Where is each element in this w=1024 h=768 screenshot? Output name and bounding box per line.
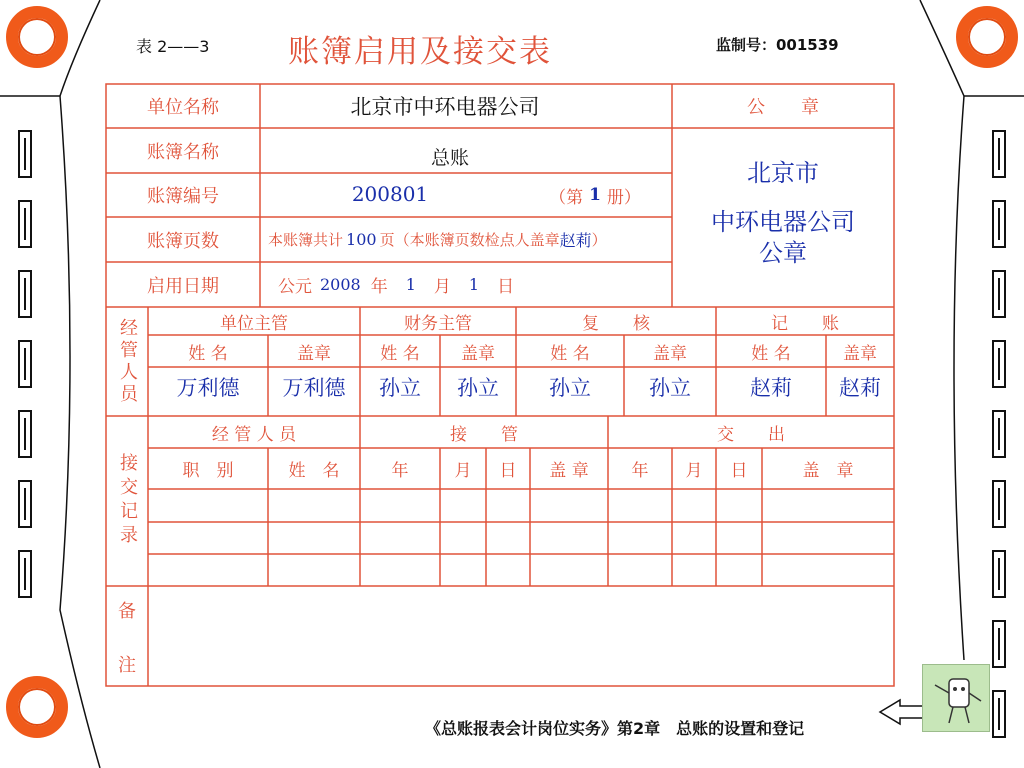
pages-mid: 页（本账簿页数检点人盖章: [379, 231, 560, 249]
book-name-value[interactable]: 总账: [430, 146, 469, 169]
seal-line-2: 中环电器公司: [711, 207, 855, 236]
sub-seal: 盖章: [461, 343, 495, 364]
seal-line-3: 公章: [759, 238, 807, 267]
role-reviewer: 复 核: [582, 313, 650, 334]
date-era: 公元: [278, 277, 312, 297]
unit-name-value[interactable]: 北京市中环电器公司: [350, 95, 540, 119]
date-field: [270, 262, 550, 307]
sub-name: 姓 名: [380, 343, 420, 364]
col-receive-month: 月: [454, 461, 472, 481]
label-seal: 公 章: [747, 97, 819, 118]
manager-seal-cell[interactable]: 赵莉: [839, 376, 881, 400]
col-position: 职 别: [182, 461, 234, 481]
col-transfer-day: 日: [730, 461, 748, 481]
label-book-name: 账簿名称: [147, 141, 219, 163]
volume-value[interactable]: 1: [589, 185, 601, 205]
date-year-label: 年: [370, 277, 388, 297]
pages-field: [262, 217, 672, 262]
label-start-date: 启用日期: [147, 275, 219, 297]
volume-suffix: 册）: [606, 187, 641, 208]
manager-name-cell[interactable]: 孙立: [549, 376, 591, 400]
pages-prefix: 本账簿共计: [268, 231, 344, 249]
label-remarks-1: 备: [118, 601, 136, 622]
date-day-label: 日: [497, 277, 515, 297]
col-receive-seal: 盖 章: [549, 461, 589, 481]
col-transfer-seal: 盖 章: [802, 461, 854, 481]
label-book-pages: 账簿页数: [147, 230, 219, 252]
label-unit-name: 单位名称: [147, 97, 219, 118]
manager-name-cell[interactable]: 万利德: [176, 376, 240, 400]
sub-seal: 盖章: [653, 343, 687, 364]
date-day-value[interactable]: 1: [468, 275, 480, 294]
col-name: 姓 名: [288, 461, 340, 481]
role-bookkeeper: 记 账: [771, 313, 839, 334]
seal-line-1: 北京市: [747, 158, 819, 187]
label-book-number: 账簿编号: [147, 186, 219, 207]
date-month-label: 月: [433, 277, 451, 297]
mascot-icon: [923, 665, 991, 733]
manager-seal-cell[interactable]: 万利德: [282, 376, 346, 400]
role-unit-head: 单位主管: [220, 313, 288, 334]
volume-prefix: （第: [549, 187, 584, 208]
label-managers: 经管人员: [117, 317, 138, 406]
group-transfer: 交 出: [717, 424, 785, 445]
pages-suffix: ）: [591, 231, 607, 249]
group-managers: 经 管 人 员: [211, 424, 297, 445]
col-receive-day: 日: [499, 461, 517, 481]
sub-name: 姓 名: [751, 343, 791, 364]
role-finance-head: 财务主管: [404, 313, 472, 334]
col-receive-year: 年: [391, 461, 409, 481]
manager-name-cell[interactable]: 赵莉: [750, 376, 792, 400]
pages-checker-value[interactable]: 赵莉: [559, 231, 592, 250]
pages-value[interactable]: 100: [346, 230, 377, 249]
date-month-value[interactable]: 1: [405, 275, 416, 294]
mascot-illustration: [922, 664, 990, 732]
group-receive: 接 管: [450, 424, 518, 445]
label-remarks-2: 注: [118, 655, 136, 676]
footer-caption: 《总账报表会计岗位实务》第2章 总账的设置和登记: [425, 719, 805, 738]
col-transfer-month: 月: [685, 461, 703, 481]
control-number: 监制号：001539: [716, 36, 839, 54]
sub-name: 姓 名: [188, 343, 228, 364]
remarks-area[interactable]: [150, 588, 892, 684]
label-handover: 接交记录: [117, 453, 138, 549]
manager-seal-cell[interactable]: 孙立: [457, 376, 499, 400]
sub-seal: 盖章: [297, 343, 331, 364]
form-code: 表 2——3: [136, 37, 210, 56]
volume-field: [540, 178, 650, 212]
col-transfer-year: 年: [631, 461, 649, 481]
book-number-value[interactable]: 200801: [351, 182, 429, 206]
manager-name-cell[interactable]: 孙立: [379, 376, 421, 400]
sub-seal: 盖章: [843, 343, 877, 364]
date-year-value[interactable]: 2008: [320, 275, 361, 294]
manager-seal-cell[interactable]: 孙立: [649, 376, 691, 400]
form-title: 账簿启用及接交表: [288, 34, 552, 70]
sub-name: 姓 名: [550, 343, 590, 364]
